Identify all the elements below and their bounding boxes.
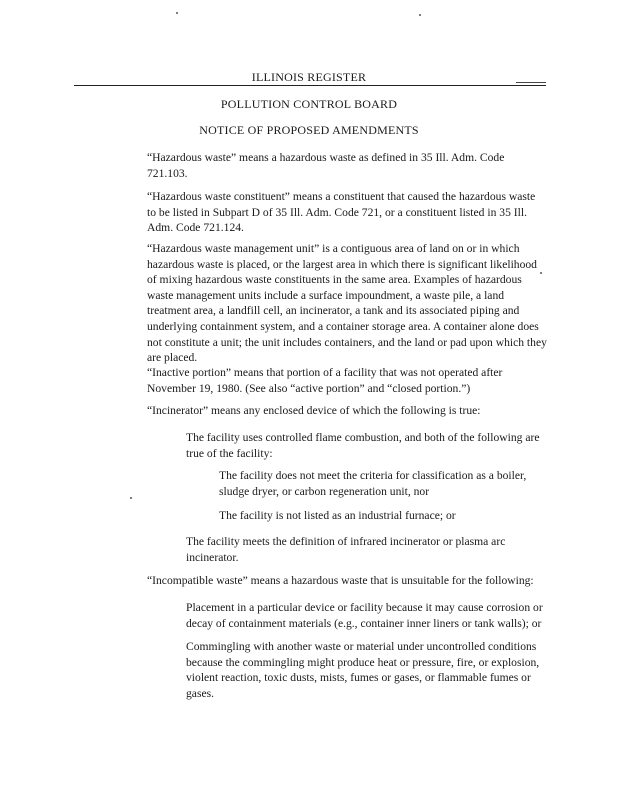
incinerator-condition-a-ii: The facility is not listed as an industrial furnace; or [219,509,456,522]
definition-hazardous-waste-management-unit: “Hazardous waste management unit” is a contiguous area of land on or in which hazardous waste is placed, or the largest area in which there is significant likelihood of mixing hazardous waste constituents in the same area. Examples of hazardous waste management units include a surface impoundment, a waste pile, a land treatment area, a landfill cell, an incinerator, a tank and its associated piping and underlying containment system, and a container storage area. A container alone does not constitute a unit; the unit includes containers, and the land or pad upon which they are placed. [147,242,547,365]
incinerator-condition-a-i: The facility does not meet the criteria for classification as a boiler, sludge dryer, or carbon regeneration unit, nor [219,469,527,498]
scan-speck [419,14,421,16]
definition-hazardous-waste-constituent: “Hazardous waste constituent” means a constituent that caused the hazardous waste to be listed in Subpart D of 35 Ill. Adm. Code 721, or a constituent listed in 35 Ill. Adm. Code 721.124. [147,190,536,235]
definition-incinerator: “Incinerator” means any enclosed device of which the following is true: [147,404,481,417]
definition-hazardous-waste: “Hazardous waste” means a hazardous waste as defined in 35 Ill. Adm. Code 721.103. [147,151,505,180]
incompatible-condition-a: Placement in a particular device or facility because it may cause corrosion or decay of containment materials (e.g., container inner liners or tank walls); or [186,601,543,630]
header-rule [74,85,546,86]
register-title: ILLINOIS REGISTER [251,70,367,84]
scan-speck [130,497,132,499]
incinerator-condition-a: The facility uses controlled flame combustion, and both of the following are true of the facility: [186,431,540,460]
scan-speck [176,12,178,14]
board-title: POLLUTION CONTROL BOARD [220,97,398,111]
definition-incompatible-waste: “Incompatible waste” means a hazardous waste that is unsuitable for the following: [147,574,534,587]
incompatible-condition-b: Commingling with another waste or material under uncontrolled conditions because the commingling might produce heat or pressure, fire, or explosion, violent reaction, toxic dusts, mists, fumes or gases, or flammable fumes or gases. [186,640,540,700]
definition-inactive-portion: “Inactive portion” means that portion of a facility that was not operated after November 19, 1980. (See also “active portion” and “closed portion.”) [147,366,503,395]
notice-title: NOTICE OF PROPOSED AMENDMENTS [199,123,419,137]
incinerator-condition-b: The facility meets the definition of infrared incinerator or plasma arc incinerator. [186,535,506,564]
header-rule-mark [516,82,546,83]
